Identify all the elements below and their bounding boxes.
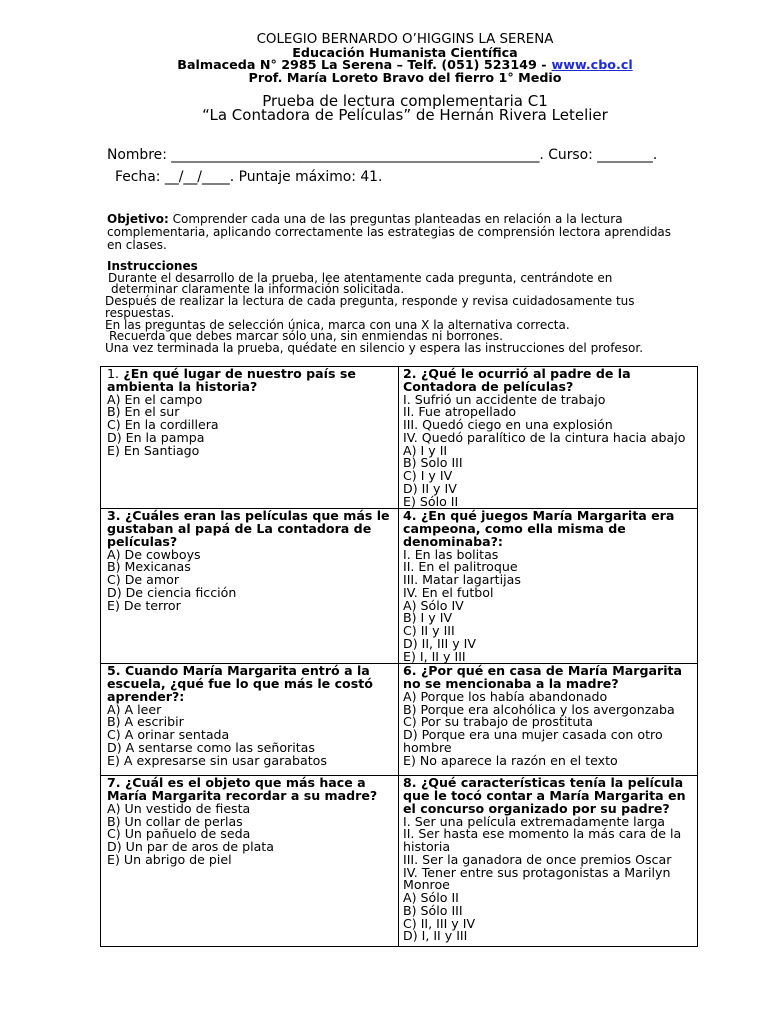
statement: II. En el palitroque [403, 559, 518, 575]
statement: IV. Tener entre sus protagonistas a Marilyn Monroe [403, 864, 671, 893]
school-name: COLEGIO BERNARDO O’HIGGINS LA SERENA [256, 32, 554, 47]
answer-option: B) Porque era alcohólica y los avergonzaba [403, 701, 675, 717]
question-2-prompt [403, 368, 694, 394]
questions-table [100, 366, 698, 947]
question-7-prompt [107, 777, 395, 803]
exam-title-line-1: Prueba de lectura complementaria C1 [262, 92, 548, 110]
question-4-prompt [403, 510, 694, 548]
statement: I. Ser una película extremadamente larga [403, 813, 666, 829]
question-text: Cuando María Margarita entró a la escuela, ¿qué fue lo que más le costó aprender?: [107, 663, 373, 704]
question-row [101, 776, 698, 947]
answer-option: C) Un pañuelo de seda [107, 826, 251, 842]
answer-option: A) Porque los había abandonado [403, 688, 608, 704]
question-row [101, 367, 698, 509]
answer-option: C) I y IV [403, 468, 453, 483]
answer-option: C) Por su trabajo de prostituta [403, 714, 593, 730]
answer-option: A) A leer [107, 701, 162, 717]
statement: III. Ser la ganadora de once premios Oscar [403, 851, 672, 867]
question-text: ¿En qué juegos María Margarita era campeona, como ella misma de denominaba?: [403, 508, 675, 549]
answer-option: D) En la pampa [107, 429, 205, 445]
statement: III. Quedó ciego en una explosión [403, 417, 613, 432]
question-8-prompt [403, 777, 694, 815]
program-name: Educación Humanista Científica [292, 44, 518, 60]
instruction-item: Recuerda que debes marcar sólo una, sin enmiendas ni borrones. [109, 329, 503, 344]
answer-option: B) Mexicanas [107, 559, 191, 575]
question-text: ¿Cuál es el objeto que más hace a María Margarita recordar a su madre? [107, 775, 378, 803]
answer-option: B) En el sur [107, 404, 180, 420]
answer-option: B) Un collar de perlas [107, 813, 243, 829]
question-text: ¿En qué lugar de nuestro país se ambienta la historia? [107, 366, 356, 394]
answer-option: C) En la cordillera [107, 417, 219, 432]
answer-option: E) A expresarse sin usar garabatos [107, 752, 327, 768]
statement: IV. Quedó paralítico de la cintura hacia abajo [403, 429, 686, 445]
question-text: ¿Cuáles eran las películas que más le gustaban al papá de La contadora de películas? [107, 508, 390, 549]
answer-option: C) II, III y IV [403, 915, 476, 931]
instruction-item: En las preguntas de selección única, marca con una X la alternativa correcta. [105, 317, 570, 332]
question-3-cell [101, 509, 399, 664]
answer-option: D) Un par de aros de plata [107, 839, 274, 854]
answer-option: E) No aparece la razón en el texto [403, 752, 618, 768]
instruction-item: Una vez terminada la prueba, quédate en silencio y espera las instrucciones del profesor. [105, 340, 644, 355]
question-number: 8. [403, 775, 417, 791]
objective-label: Objetivo: [107, 211, 169, 226]
answer-option: C) II y III [403, 623, 455, 638]
statement: II. Fue atropellado [403, 404, 517, 420]
statement: I. Sufrió un accidente de trabajo [403, 391, 606, 407]
statement: III. Matar lagartijas [403, 572, 521, 587]
answer-option: E) De terror [107, 597, 181, 613]
question-3-prompt [107, 510, 395, 548]
statement: IV. En el futbol [403, 584, 494, 600]
statement: I. En las bolitas [403, 546, 499, 562]
answer-option: D) II y IV [403, 480, 457, 496]
question-2-cell [399, 367, 698, 509]
answer-option: D) De ciencia ficción [107, 584, 237, 600]
question-1-cell [101, 367, 399, 509]
answer-option: E) Sólo II [403, 493, 459, 509]
instructions [105, 261, 675, 355]
objective [107, 213, 675, 252]
question-6-prompt [403, 665, 694, 691]
instructions-heading: Instrucciones [107, 259, 198, 273]
answer-option: A) Un vestido de fiesta [107, 800, 251, 816]
school-header [100, 34, 710, 84]
answer-option: E) I, II y III [403, 648, 466, 664]
answer-option: A) Sólo II [403, 890, 459, 905]
question-text: ¿Por qué en casa de María Margarita no se mencionaba a la madre? [403, 663, 683, 691]
question-number: 4. [403, 508, 417, 524]
answer-option: D) A sentarse como las señoritas [107, 739, 315, 755]
question-text: ¿Qué características tenía la película que le tocó contar a María Margarita en el concurso organizado por su padre? [403, 775, 686, 816]
answer-option: E) En Santiago [107, 442, 200, 458]
instruction-item: determinar claramente la información solicitada. [111, 282, 405, 297]
answer-option: C) De amor [107, 572, 180, 587]
address-text: Balmaceda N° 2985 La Serena – Telf. (051) 523149 - [177, 57, 547, 73]
answer-option: A) I y II [403, 442, 448, 458]
answer-option: C) A orinar sentada [107, 727, 230, 742]
question-5-prompt [107, 665, 395, 703]
instruction-item: Durante el desarrollo de la prueba, lee atentamente cada pregunta, centrándote en [108, 270, 613, 285]
question-8-cell [399, 776, 698, 947]
instruction-item: Después de realizar la lectura de cada pregunta, responde y revisa cuidadosamente tus respuestas. [105, 294, 635, 320]
question-6-cell [399, 664, 698, 776]
date-score-line: Fecha: __/__/____. Puntaje máximo: 41. [115, 169, 383, 185]
answer-option: B) A escribir [107, 714, 184, 730]
exam-title [100, 92, 710, 124]
question-1-prompt [107, 368, 395, 394]
answer-option: A) En el campo [107, 391, 203, 407]
statement: II. Ser hasta ese momento la más cara de la historia [403, 826, 682, 854]
question-number: 1. [107, 366, 120, 381]
student-name-course-line: Nombre: _____________________________________________________. Curso: ________. [107, 147, 658, 163]
answer-option: E) Un abrigo de piel [107, 851, 232, 867]
answer-option: D) II, III y IV [403, 635, 476, 651]
answer-option: D) I, II y III [403, 928, 468, 944]
question-row [101, 509, 698, 664]
question-number: 6. [403, 663, 417, 679]
website-link[interactable]: www.cbo.cl [551, 57, 633, 73]
question-number: 5. [107, 663, 121, 679]
answer-option: B) I y IV [403, 610, 453, 626]
question-4-cell [399, 509, 698, 664]
question-row [101, 664, 698, 776]
question-number: 7. [107, 775, 121, 791]
question-5-cell [101, 664, 399, 776]
answer-option: B) Sólo III [403, 902, 463, 918]
question-7-cell [101, 776, 399, 947]
teacher-line: Prof. María Loreto Bravo del fierro 1° Medio [248, 69, 562, 85]
question-text: ¿Qué le ocurrió al padre de la Contadora de películas? [403, 366, 631, 394]
objective-text: Comprender cada una de las preguntas planteadas en relación a la lectura complementaria, aplicando correctamente las estrategias de comprensión lectora aprendidas en clases. [107, 211, 672, 252]
answer-option: A) Sólo IV [403, 597, 464, 613]
answer-option: B) Solo III [403, 455, 463, 471]
answer-option: A) De cowboys [107, 546, 201, 562]
question-number: 2. [403, 366, 417, 381]
answer-option: D) Porque era una mujer casada con otro hombre [403, 727, 663, 755]
exam-title-line-2: “La Contadora de Películas” de Hernán Rivera Letelier [202, 105, 608, 124]
question-number: 3. [107, 508, 121, 524]
